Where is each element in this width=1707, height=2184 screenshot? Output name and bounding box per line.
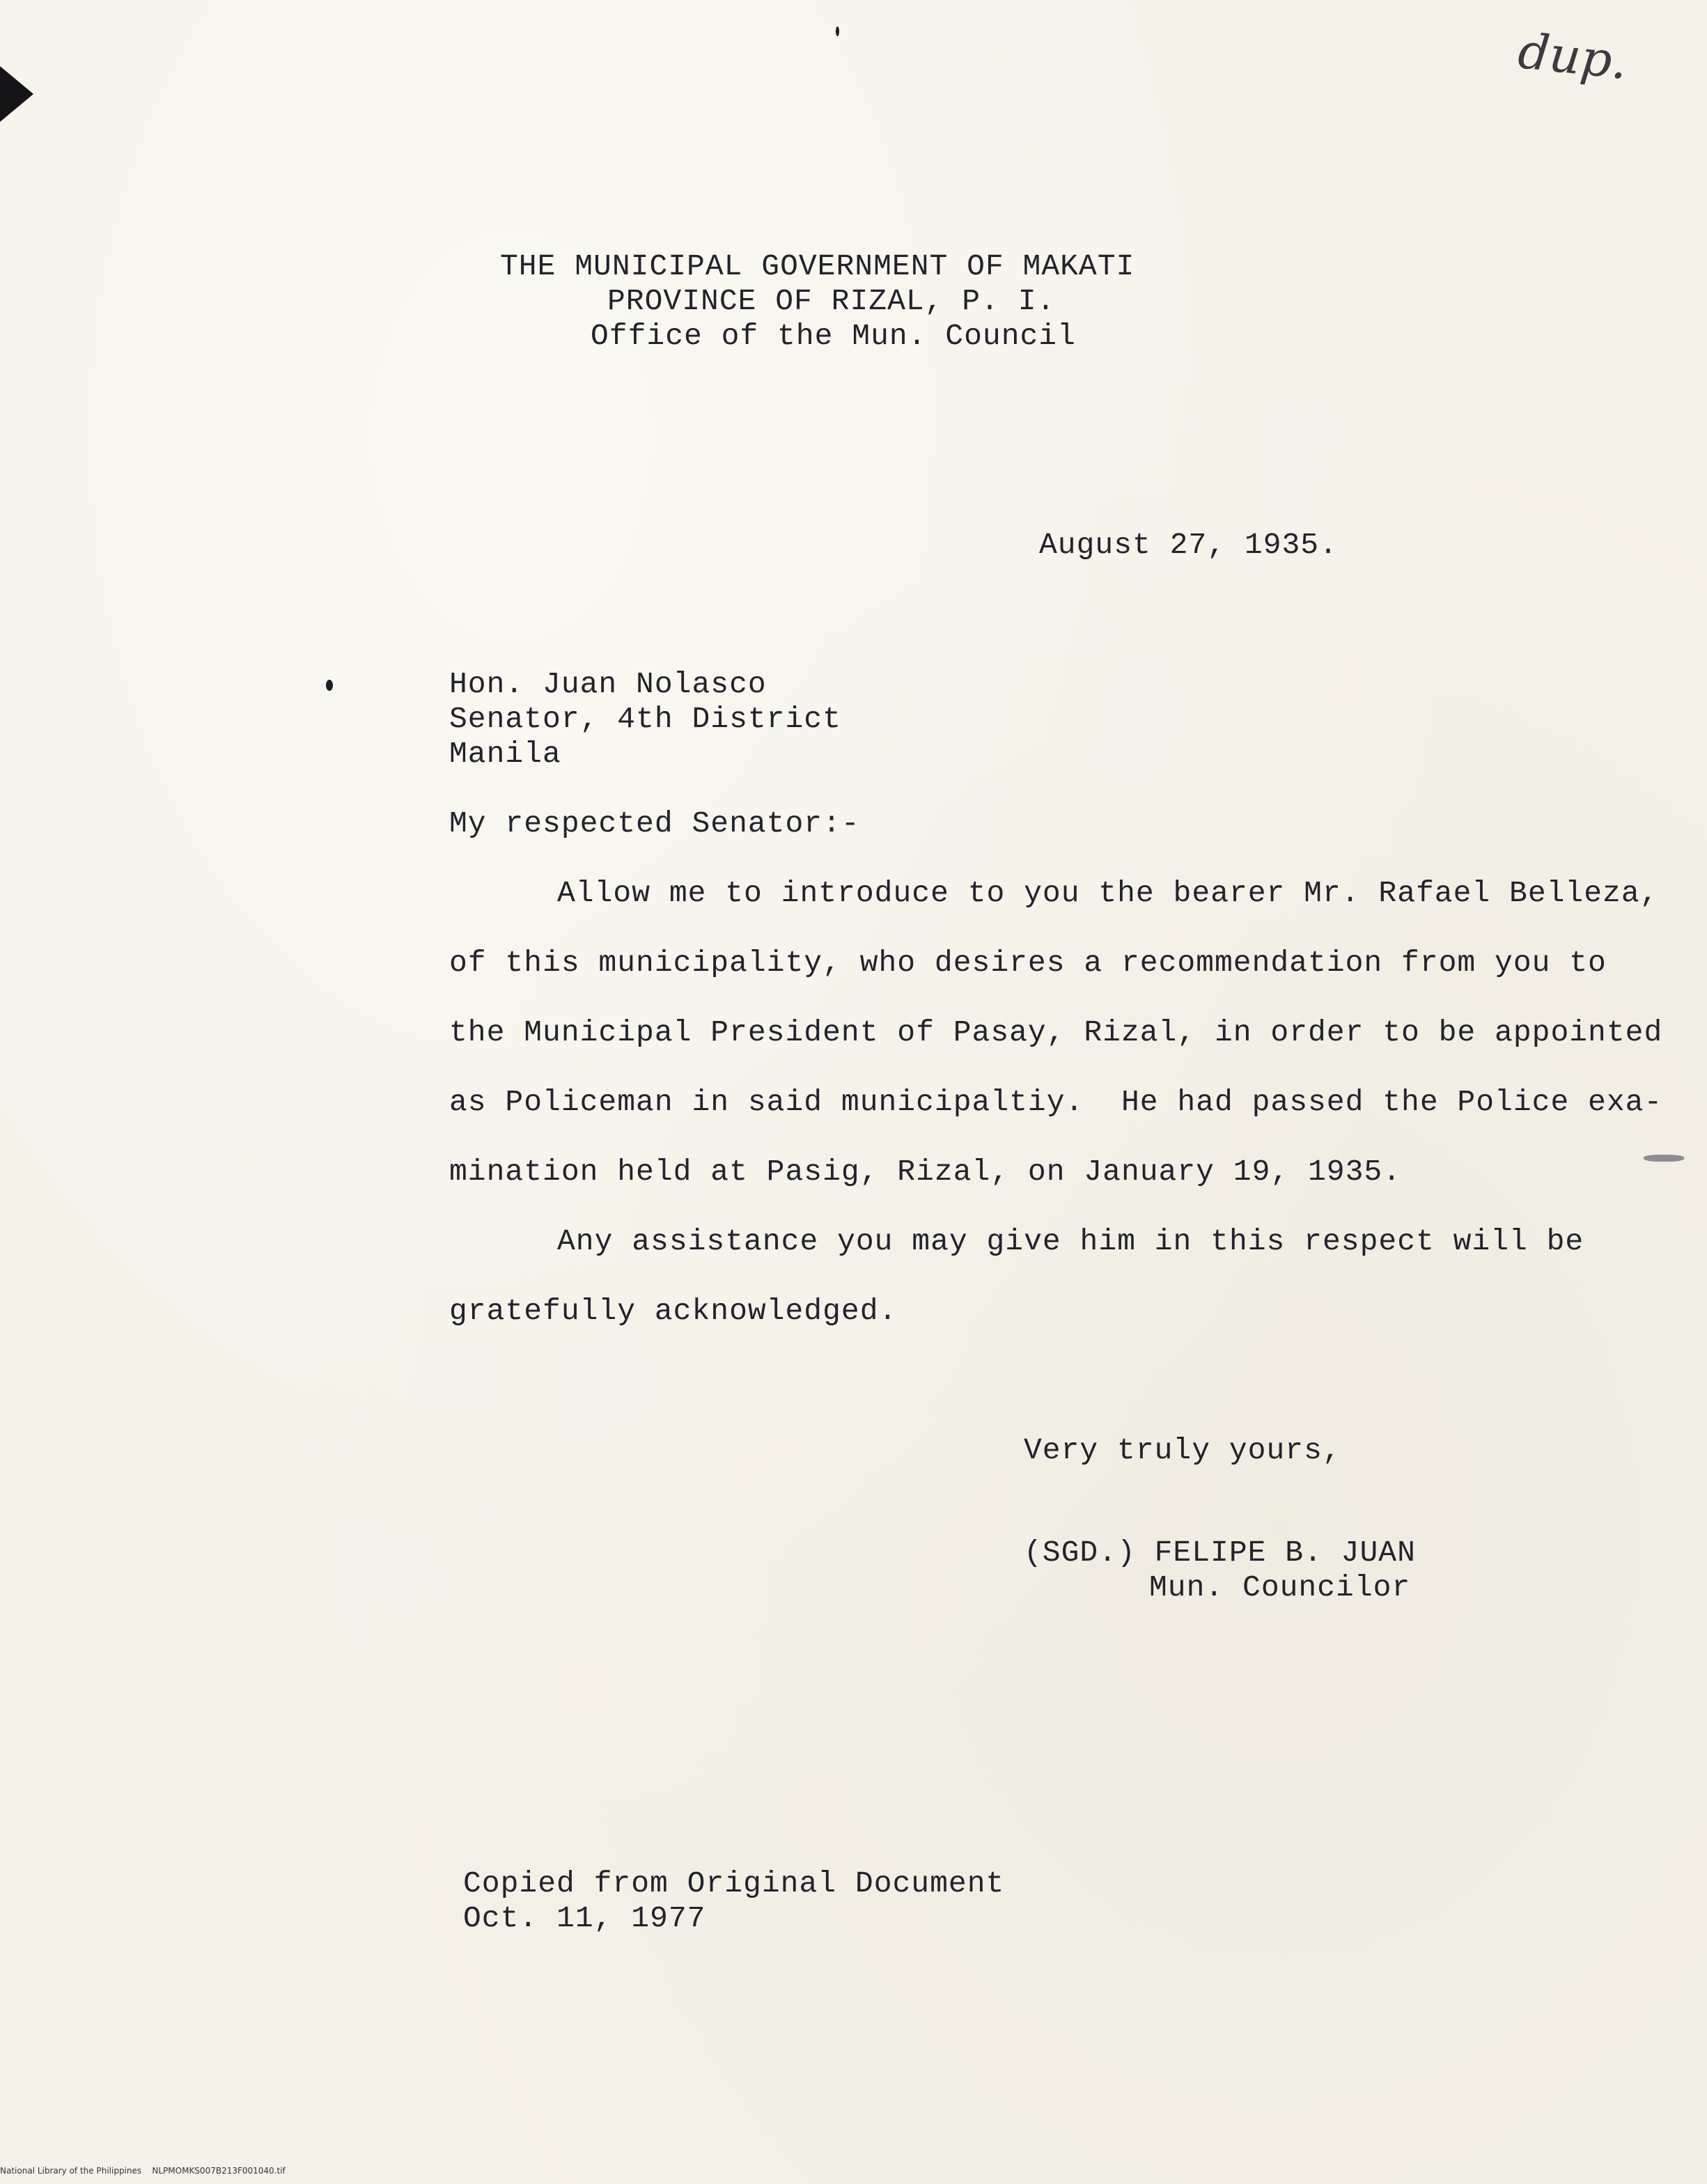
signature-name: (SGD.) FELIPE B. JUAN	[1024, 1536, 1416, 1570]
letter-date: August 27, 1935.	[1039, 528, 1338, 562]
footer-note-line-2: Oct. 11, 1977	[463, 1901, 706, 1935]
ink-speck	[836, 26, 839, 36]
letterhead-line-1: THE MUNICIPAL GOVERNMENT OF MAKATI	[500, 249, 1135, 283]
recipient-city: Manila	[449, 737, 561, 771]
letterhead-line-3: Office of the Mun. Council	[591, 319, 1076, 353]
body-p1-line-4: as Policeman in said municipaltiy. He had passed the Police exa-	[449, 1085, 1663, 1119]
recipient-title: Senator, 4th District	[449, 702, 841, 736]
body-p1-line-1: Allow me to introduce to you the bearer Mr. Rafael Belleza,	[557, 876, 1659, 910]
letterhead-line-2: PROVINCE OF RIZAL, P. I.	[607, 284, 1056, 318]
body-p1-line-2: of this municipality, who desires a recommendation from you to	[449, 946, 1607, 980]
signature-title: Mun. Councilor	[1149, 1570, 1411, 1605]
scan-credit: National Library of the Philippines NLPMOMKS007B213F001040.tif	[0, 2166, 286, 2176]
closing: Very truly yours,	[1024, 1433, 1341, 1467]
ink-speck	[1644, 1155, 1684, 1162]
salutation: My respected Senator:-	[449, 806, 860, 841]
torn-corner-mark	[0, 66, 33, 122]
body-p2-line-2: gratefully acknowledged.	[449, 1294, 898, 1328]
body-p2-line-1: Any assistance you may give him in this respect will be	[557, 1224, 1584, 1258]
recipient-name: Hon. Juan Nolasco	[449, 667, 767, 701]
body-p1-line-3: the Municipal President of Pasay, Rizal, in order to be appointed	[449, 1015, 1663, 1050]
footer-note-line-1: Copied from Original Document	[463, 1866, 1005, 1901]
handwritten-annotation: dup.	[1515, 22, 1630, 91]
ink-speck	[326, 680, 333, 691]
body-p1-line-5: mination held at Pasig, Rizal, on January 19, 1935.	[449, 1155, 1402, 1189]
